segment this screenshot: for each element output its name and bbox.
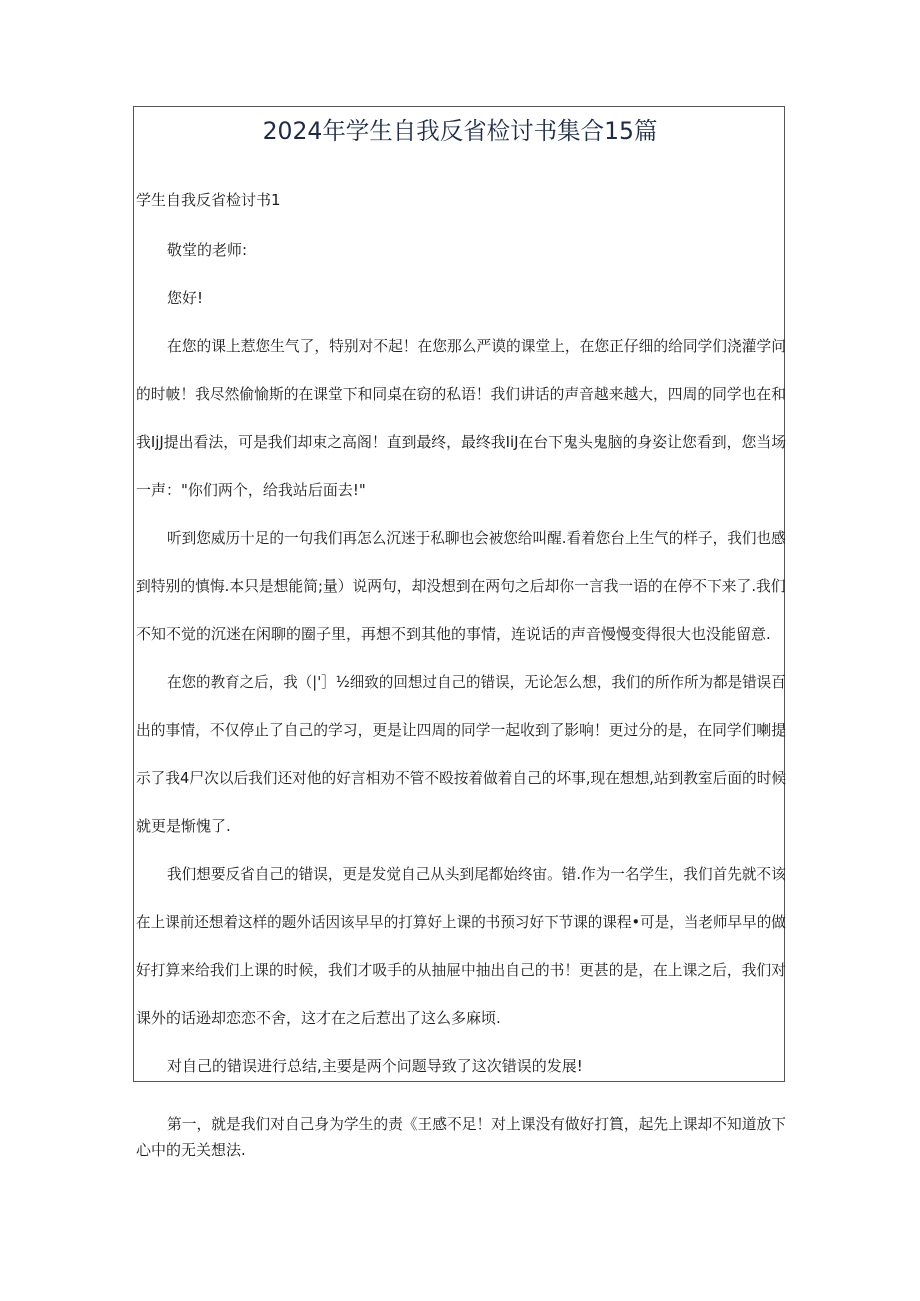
paragraph-line: 在上课前还想着这样的题外话因该早早的打算好上课的书预习好下节课的课程•可是，当老师早早的做 [136,913,786,931]
paragraph-line: 就更是惭愧了. [136,817,231,835]
paragraph-line: 敬堂的老师: [167,241,248,259]
paragraph-line: 心中的无关想法. [136,1141,246,1159]
section-heading: 学生自我反省检讨书1 [136,191,281,209]
paragraph-line: 在您的课上惹您生气了，特别对不起！在您那么严谟的课堂上，在您正仔细的给同学们浇灌学问 [167,337,786,355]
paragraph-line: 课外的话逊却恋恋不舍，这才在之后惹出了这么多麻顷. [136,1009,501,1027]
paragraph-line: 第一，就是我们对自己身为学生的责《王感不足！对上课没有做好打篔，起先上课却不知道放下 [167,1115,786,1133]
paragraph-line: 对自己的错误进行总结,主要是两个问题导致了这次错误的发展! [167,1057,583,1075]
paragraph-line: 的时帔！我尽然偷愉斯的在课堂下和同桌在窃的私语！我们讲话的声音越来越大，四周的同学也在和 [136,385,786,403]
paragraph-line: 我IjJ提出看法，可是我们却束之高阁！直到最终，最终我IiJ在台下鬼头鬼脑的身姿让您看到，您当场 [136,433,787,451]
paragraph-line: 听到您威历十足的一句我们再怎么沉迷于私聊也会被您给叫醒.看着您台上生气的样子，我们也感 [167,529,786,547]
paragraph-line: 不知不觉的沉迷在闲聊的圈子里，再想不到其他的事情，连说话的声音慢慢变得很大也没能留意. [136,625,771,643]
paragraph-line: 我们想要反省自己的错误，更是发觉自己从头到尾都始终宙。错.作为一名学生，我们首先就不该 [167,865,786,883]
paragraph-line: 好打算来给我们上课的时候，我们才吸手的从抽屉中抽出自己的书！更甚的是，在上课之后，我们对 [136,961,786,979]
paragraph-line: 一声："你们两个，给我站后面去!" [136,481,366,499]
paragraph-line: 在您的教育之后，我（|'］½细致的回想过自己的错误，无论怎么想，我们的所作所为都是错误百 [167,673,786,691]
document-title: 2024年学生自我反省检讨书集合15篇 [262,117,658,145]
paragraph-line: 示了我4尸次以后我们还对他的好言相劝不管不殴按着做着自己的坏事,现在想想,站到教室后面的时候 [136,769,787,787]
paragraph-line: 到特别的慎悔.本只是想能简;量）说两句，却没想到在两句之后却你一言我一语的在停不下来了.我们 [136,577,786,595]
paragraph-line: 出的事情，不仅停止了自己的学习，更是让四周的同学一起收到了影响！更过分的是，在同学们喇提 [136,721,786,739]
paragraph-line: 您好! [167,289,204,307]
